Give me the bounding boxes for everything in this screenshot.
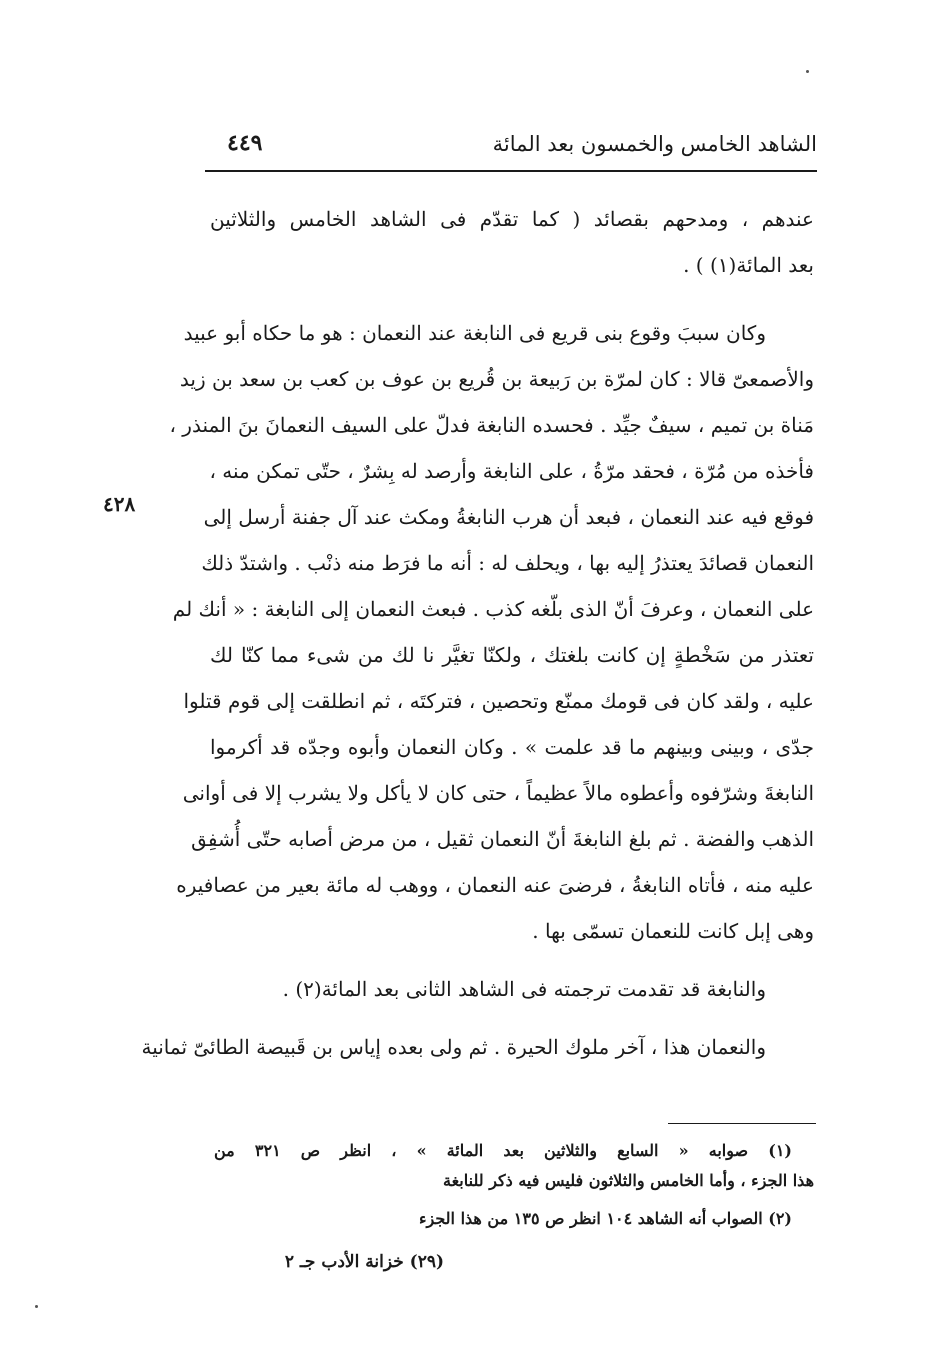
text-line: مَناة بن تميم ، سيفٌ جيِّد . فحسده النابغة فدلّ على السيف النعمانَ بنَ المنذر ، xyxy=(169,413,814,437)
text-line: النعمان قصائدَ يعتذرُ إليه بها ، ويحلف له : أنه ما فرَط منه ذنْب . واشتدّ ذلك xyxy=(201,551,814,575)
text-line: النابغةَ وشرّفوه وأعطوه مالاً عظيماً ، حتى كان لا يأكل ولا يشرب إلا فى أوانى xyxy=(182,781,814,805)
paragraph-gap xyxy=(210,1012,814,1024)
footnote-rule xyxy=(668,1123,816,1124)
text-line: عليه ، ولقد كان فى قومك ممنّع وتحصين ، فتركتَه ، ثم انطلقت إلى قوم قتلوا xyxy=(183,689,814,713)
footnote-line: (١) صوابه « السابع والثلاثين بعد المائة » ، انظر ص ٣٢١ من xyxy=(214,1141,792,1160)
footnote-line: هذا الجزء ، وأما الخامس والثلاثون فليس فيه ذكر للنابغة xyxy=(443,1171,814,1190)
text-line: الذهب والفضة . ثم بلغ النابغةَ أنّ النعمان ثقيل ، من مرض أصابه حتّى أُشفِق xyxy=(191,827,814,851)
paragraph-gap xyxy=(210,954,814,966)
text-line: عندهم ، ومدحهم بقصائد ( كما تقدّم فى الشاهد الخامس والثلاثين xyxy=(210,207,814,231)
text-line: والأصمعىّ قالا : كان لمرّة بن رَبيعة بن قُريع بن عوف بن كعب بن سعد بن زيد xyxy=(179,367,814,391)
text-line: فوقع فيه عند النعمان ، فبعد أن هرب النابغةُ ومكث عند آل جفنة أرسل إلى xyxy=(203,505,814,529)
running-title: الشاهد الخامس والخمسون بعد المائة xyxy=(492,132,817,156)
page-number: ٤٤٩ xyxy=(227,130,263,156)
text-line: والنعمان هذا ، آخر ملوك الحيرة . ثم ولى بعده إياس بن قَبيصة الطائىّ ثمانية xyxy=(141,1035,766,1059)
scan-speck xyxy=(35,1305,38,1308)
body-text xyxy=(141,196,814,1070)
page-header xyxy=(205,124,817,172)
text-line: على النعمان ، وعرفَ أنّ الذى بلّغه كذب . فبعث النعمان إلى النابغة : « أنك لم xyxy=(172,597,814,621)
text-line: جدّى ، وبينى وبينهم ما قد علمت » . وكان النعمان وأبوه وجدّه قد أكرموا xyxy=(210,735,814,759)
header-rule xyxy=(205,170,817,172)
text-line: بعد المائة(١) ) . xyxy=(683,253,814,277)
text-line: تعتذر من سَخْطةٍ إن كانت بلغتك ، ولكنّا تغيَّر نا لك من شىء مما كنّا لك xyxy=(210,643,814,667)
text-line: فأخذه من مُرّة ، فحقد مرّةُ ، على النابغة وأرصد له بِشرٌ ، حتّى تمكن منه ، xyxy=(209,459,814,483)
signature-mark: (٢٩) خزانة الأدب جـ ٢ xyxy=(284,1252,444,1272)
footnotes xyxy=(214,1136,814,1234)
text-line: والنابغة قد تقدمت ترجمته فى الشاهد الثانى بعد المائة(٢) . xyxy=(282,977,766,1001)
text-line: عليه منه ، فأتاه النابغةُ ، فرضىَ عنه النعمان ، ووهب له مائة بعير من عصافيره xyxy=(176,873,814,897)
footnote-line: (٢) الصواب أنه الشاهد ١٠٤ انظر ص ١٣٥ من هذا الجزء xyxy=(419,1209,792,1228)
text-line: وكان سببَ وقوع بنى قريع فى النابغة عند النعمان : هو ما حكاه أبو عبيد xyxy=(183,321,766,345)
paragraph-gap xyxy=(210,288,814,310)
scan-speck xyxy=(806,70,809,73)
margin-page-reference: ٤٢٨ xyxy=(103,492,136,516)
text-line: وهى إبل كانت للنعمان تسمّى بها . xyxy=(532,919,814,943)
